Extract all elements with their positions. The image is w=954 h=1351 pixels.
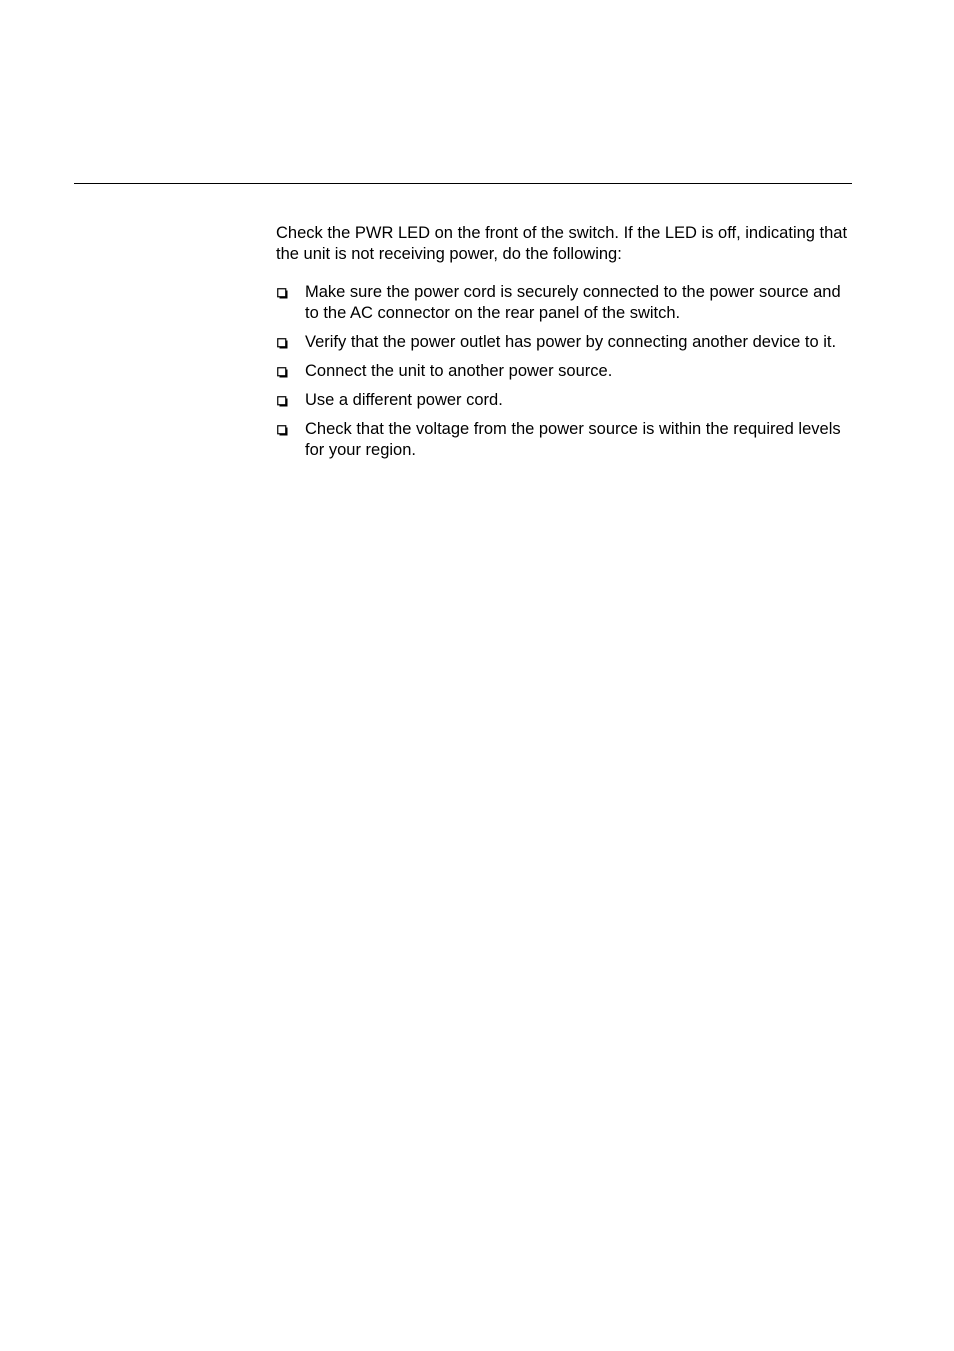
troubleshooting-section [276, 223, 856, 469]
intro-paragraph: Check the PWR LED on the front of the switch. If the LED is off, indicating that the unit is not receiving power, do the following: [276, 224, 848, 263]
square-bullet-icon [277, 338, 288, 349]
list-item [276, 361, 856, 382]
header-rule [74, 183, 852, 184]
square-bullet-icon [277, 288, 288, 299]
square-bullet-icon [277, 425, 288, 436]
list-item-text: Verify that the power outlet has power by connecting another device to it. [305, 333, 837, 351]
list-item-text: Make sure the power cord is securely connected to the power source and to the AC connector on the rear panel of the switch. [305, 283, 841, 322]
checklist [276, 282, 856, 461]
list-item [276, 282, 856, 324]
list-item-text: Use a different power cord. [305, 391, 503, 409]
list-item [276, 419, 856, 461]
list-item [276, 390, 856, 411]
list-item-text: Check that the voltage from the power source is within the required levels for your region. [305, 420, 841, 459]
list-item [276, 332, 856, 353]
square-bullet-icon [277, 367, 288, 378]
square-bullet-icon [277, 396, 288, 407]
list-item-text: Connect the unit to another power source. [305, 362, 613, 380]
